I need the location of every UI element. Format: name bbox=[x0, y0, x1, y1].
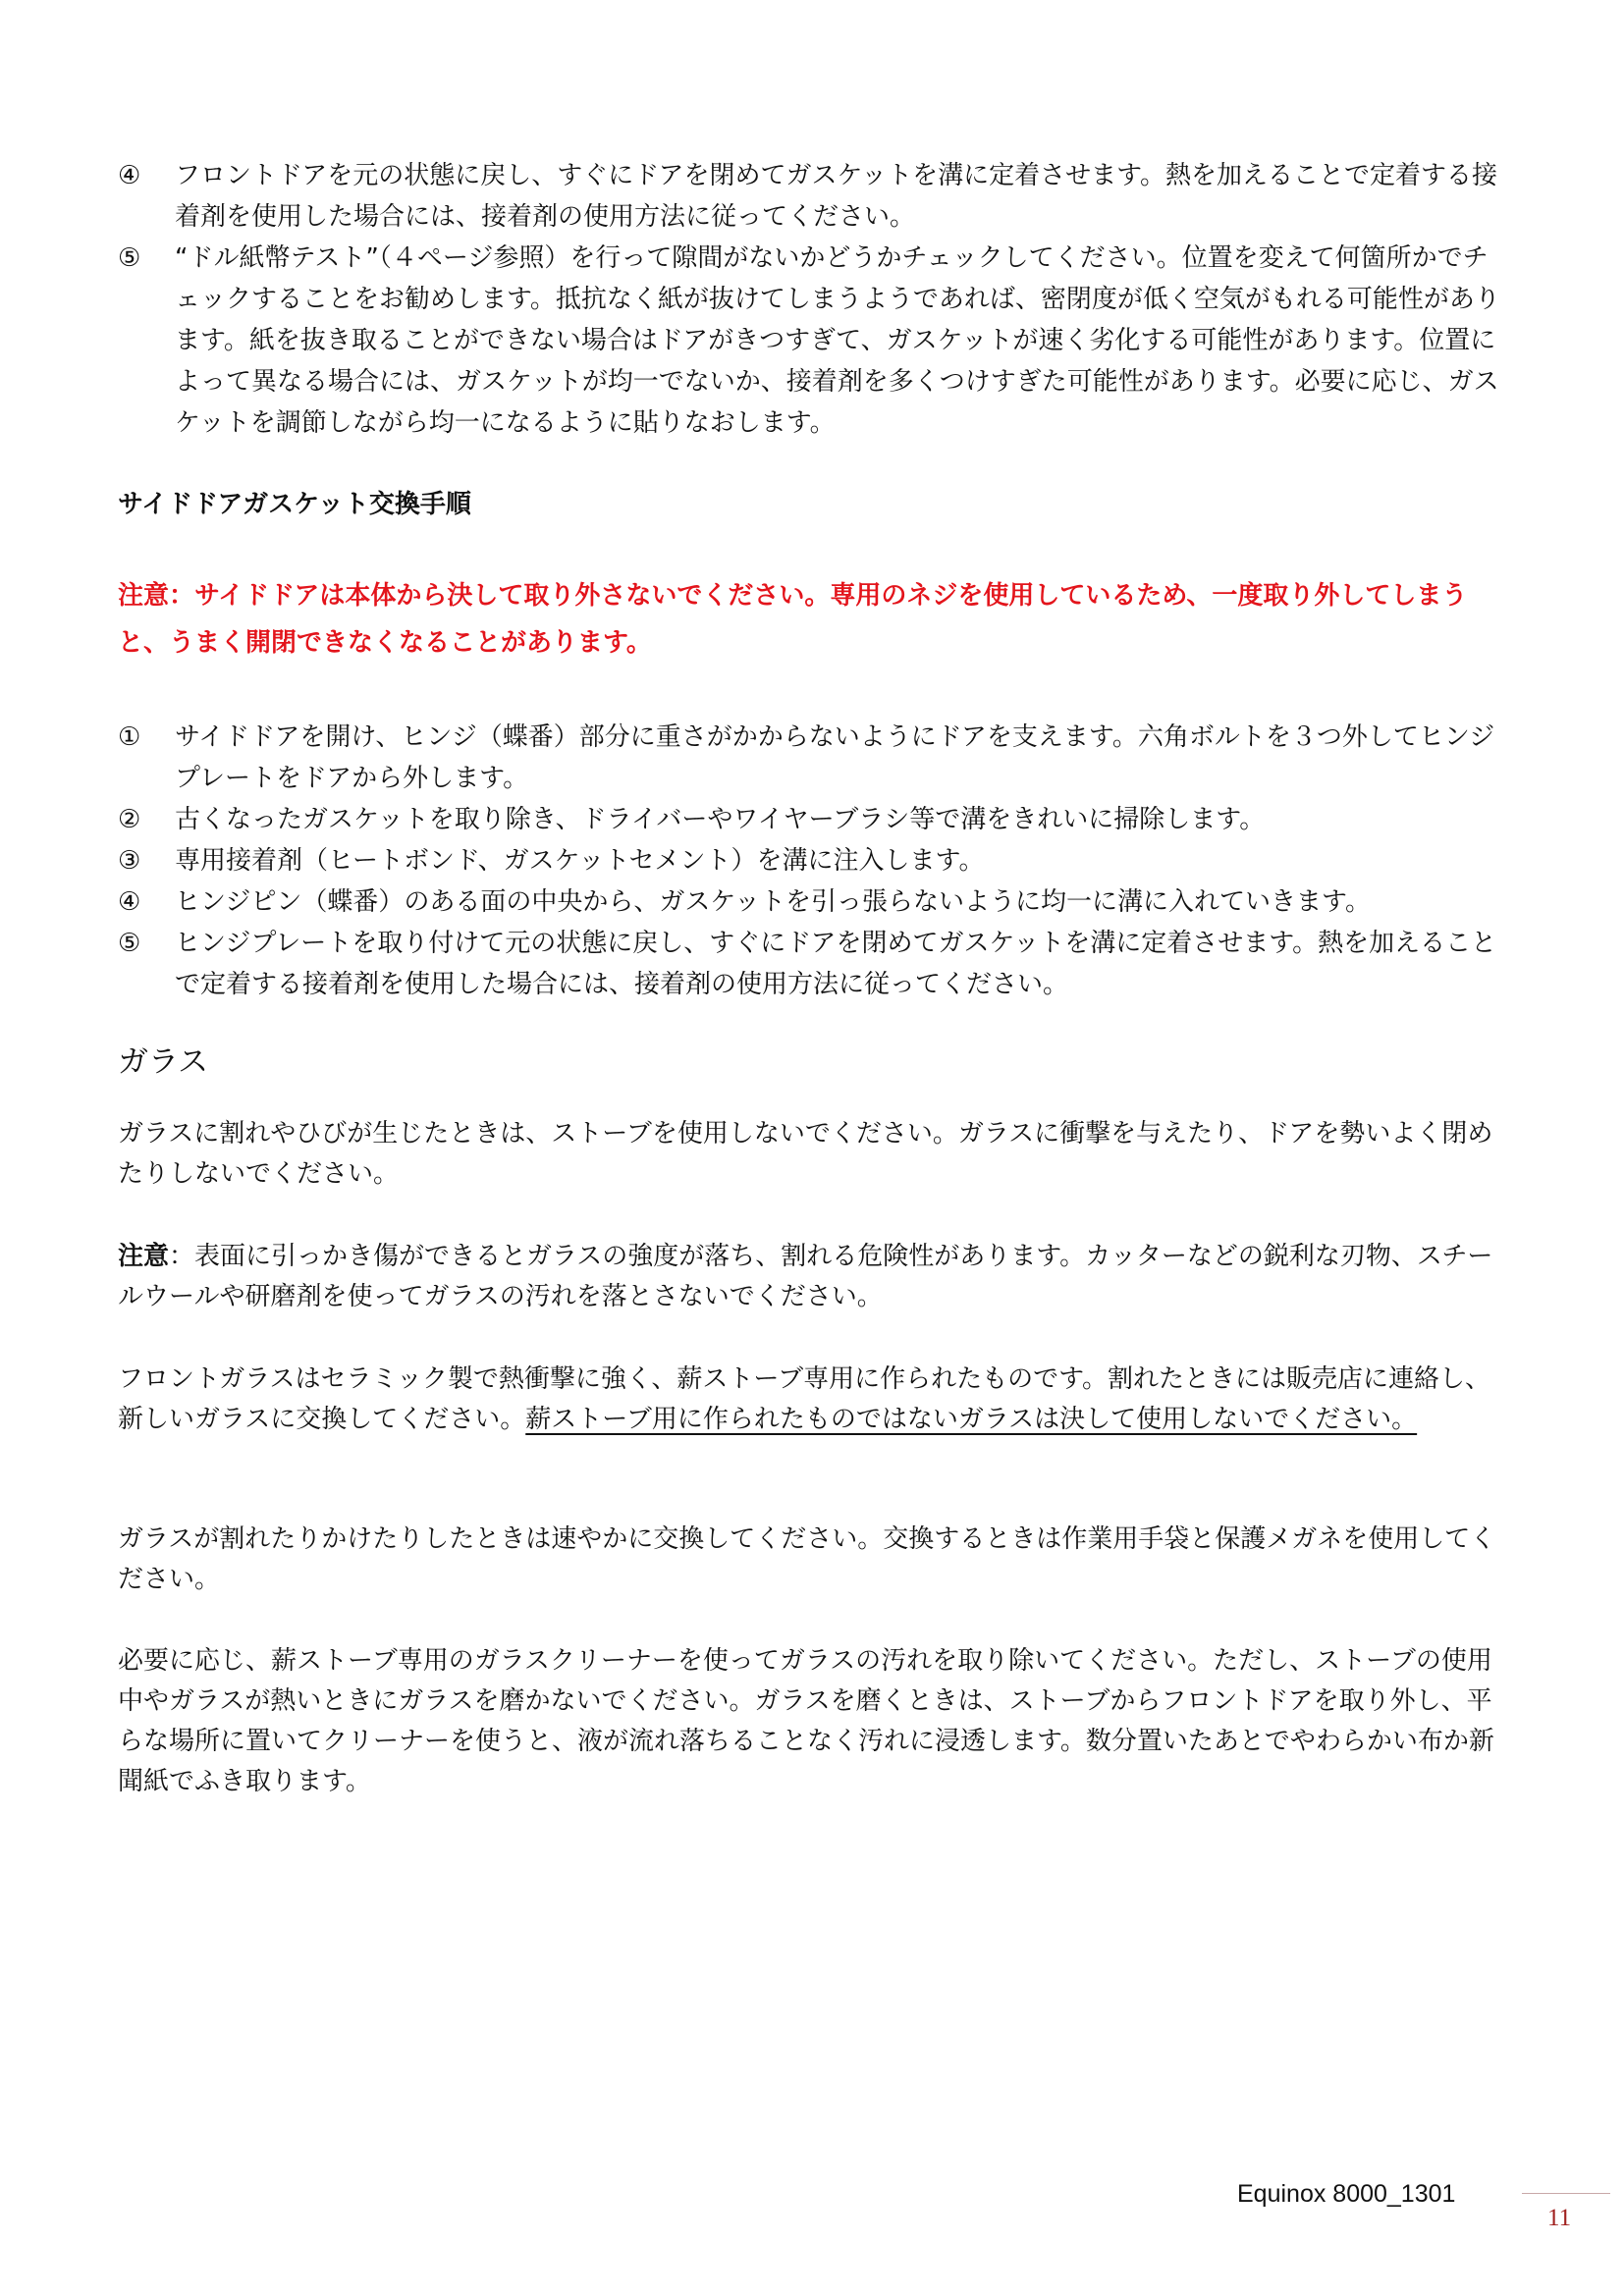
side-door-heading: サイドドアガスケット交換手順 bbox=[118, 490, 471, 519]
glass-paragraph-3 bbox=[118, 1360, 1512, 1440]
step-number: ⑤ bbox=[118, 929, 141, 958]
step-text: ヒンジピン（蝶番）のある面の中央から、ガスケットを引っ張らないように均一に溝に入れていきます。 bbox=[175, 887, 1371, 917]
glass-paragraph-1: ガラスに割れやひびが生じたときは、ストーブを使用しないでください。ガラスに衝撃を与えたり、ドアを勢いよく閉めたりしないでください。 bbox=[118, 1119, 1493, 1189]
step-number: ① bbox=[118, 722, 141, 752]
step-text: 古くなったガスケットを取り除き、ドライバーやワイヤーブラシ等で溝をきれいに掃除します。 bbox=[175, 805, 1266, 834]
glass-note bbox=[118, 1237, 1512, 1317]
step-text: ヒンジプレートを取り付けて元の状態に戻し、すぐにドアを閉めてガスケットを溝に定着させます。熱を加えることで定着する接着剤を使用した場合には、接着剤の使用方法に従ってください。 bbox=[175, 929, 1497, 999]
list-item bbox=[118, 155, 1512, 238]
page-number: 11 bbox=[1547, 2205, 1572, 2231]
step-number: ⑤ bbox=[118, 243, 141, 273]
list-item bbox=[118, 923, 1512, 1005]
step-number: ④ bbox=[118, 161, 141, 190]
note-text: ：表面に引っかき傷ができるとガラスの強度が落ち、割れる危険性があります。カッターなどの鋭利な刃物、スチールウールや研磨剤を使ってガラスの汚れを落とさないでください。 bbox=[118, 1242, 1493, 1311]
glass-heading: ガラス bbox=[118, 1044, 209, 1080]
note-label: 注意 bbox=[118, 1242, 170, 1271]
step-text: フロントドアを元の状態に戻し、すぐにドアを閉めてガスケットを溝に定着させます。熱を加えることで定着する接着剤を使用した場合には、接着剤の使用方法に従ってください。 bbox=[175, 161, 1498, 232]
step-text: “ドル紙幣テスト”（４ページ参照）を行って隙間がないかどうかチェックしてください。位置を変えて何箇所かでチェックすることをお勧めします。抵抗なく紙が抜けてしまうようであれば、密閉度が低く空気がもれる可能性があります。紙を抜き取ることができない場合はドアがきつすぎて、ガスケットが速く劣化する可能性があります。位置によって異なる場合には、ガスケットが均一でないか、接着剤を多くつけすぎた可能性があります。必要に応じ、ガスケットを調節しながら均一になるように貼りなおします。 bbox=[175, 243, 1500, 438]
side-door-steps-list bbox=[118, 717, 1512, 1005]
glass-paragraph-5: 必要に応じ、薪ストーブ専用のガラスクリーナーを使ってガラスの汚れを取り除いてください。ただし、ストーブの使用中やガラスが熱いときにガラスを磨かないでください。ガラスを磨くときは、ストーブからフロントドアを取り外し、平らな場所に置いてクリーナーを使うと、液が流れ落ちることなく汚れに浸透します。数分置いたあとでやわらかい布か新聞紙でふき取ります。 bbox=[118, 1646, 1494, 1796]
step-text: 専用接着剤（ヒートボンド、ガスケットセメント）を溝に注入します。 bbox=[175, 846, 985, 876]
list-item bbox=[118, 717, 1512, 799]
list-item bbox=[118, 881, 1512, 923]
step-number: ② bbox=[118, 805, 141, 834]
document-id: Equinox 8000_1301 bbox=[1237, 2180, 1456, 2208]
list-item bbox=[118, 840, 1512, 881]
step-number: ③ bbox=[118, 846, 141, 876]
list-item bbox=[118, 799, 1512, 840]
footer-rule bbox=[1522, 2193, 1610, 2194]
side-door-warning: 注意：サイドドアは本体から決して取り外さないでください。専用のネジを使用しているため、一度取り外してしまうと、うまく開閉できなくなることがあります。 bbox=[118, 581, 1468, 658]
list-item bbox=[118, 238, 1512, 444]
glass-warning-underlined: 薪ストーブ用に作られたものではないガラスは決して使用しないでください。 bbox=[525, 1405, 1418, 1434]
step-text: サイドドアを開け、ヒンジ（蝶番）部分に重さがかからないようにドアを支えます。六角ボルトを３つ外してヒンジプレートをドアから外します。 bbox=[175, 722, 1495, 793]
front-door-steps-list bbox=[118, 155, 1512, 444]
step-number: ④ bbox=[118, 887, 141, 917]
glass-paragraph-4: ガラスが割れたりかけたりしたときは速やかに交換してください。交換するときは作業用手袋と保護メガネを使用してください。 bbox=[118, 1524, 1496, 1594]
glass-paragraph-3-text: フロントガラスはセラミック製で熱衝撃に強く、薪ストーブ専用に作られたものです。割れたときには販売店に連絡し、新しいガラスに交換してください。 bbox=[118, 1364, 1491, 1434]
